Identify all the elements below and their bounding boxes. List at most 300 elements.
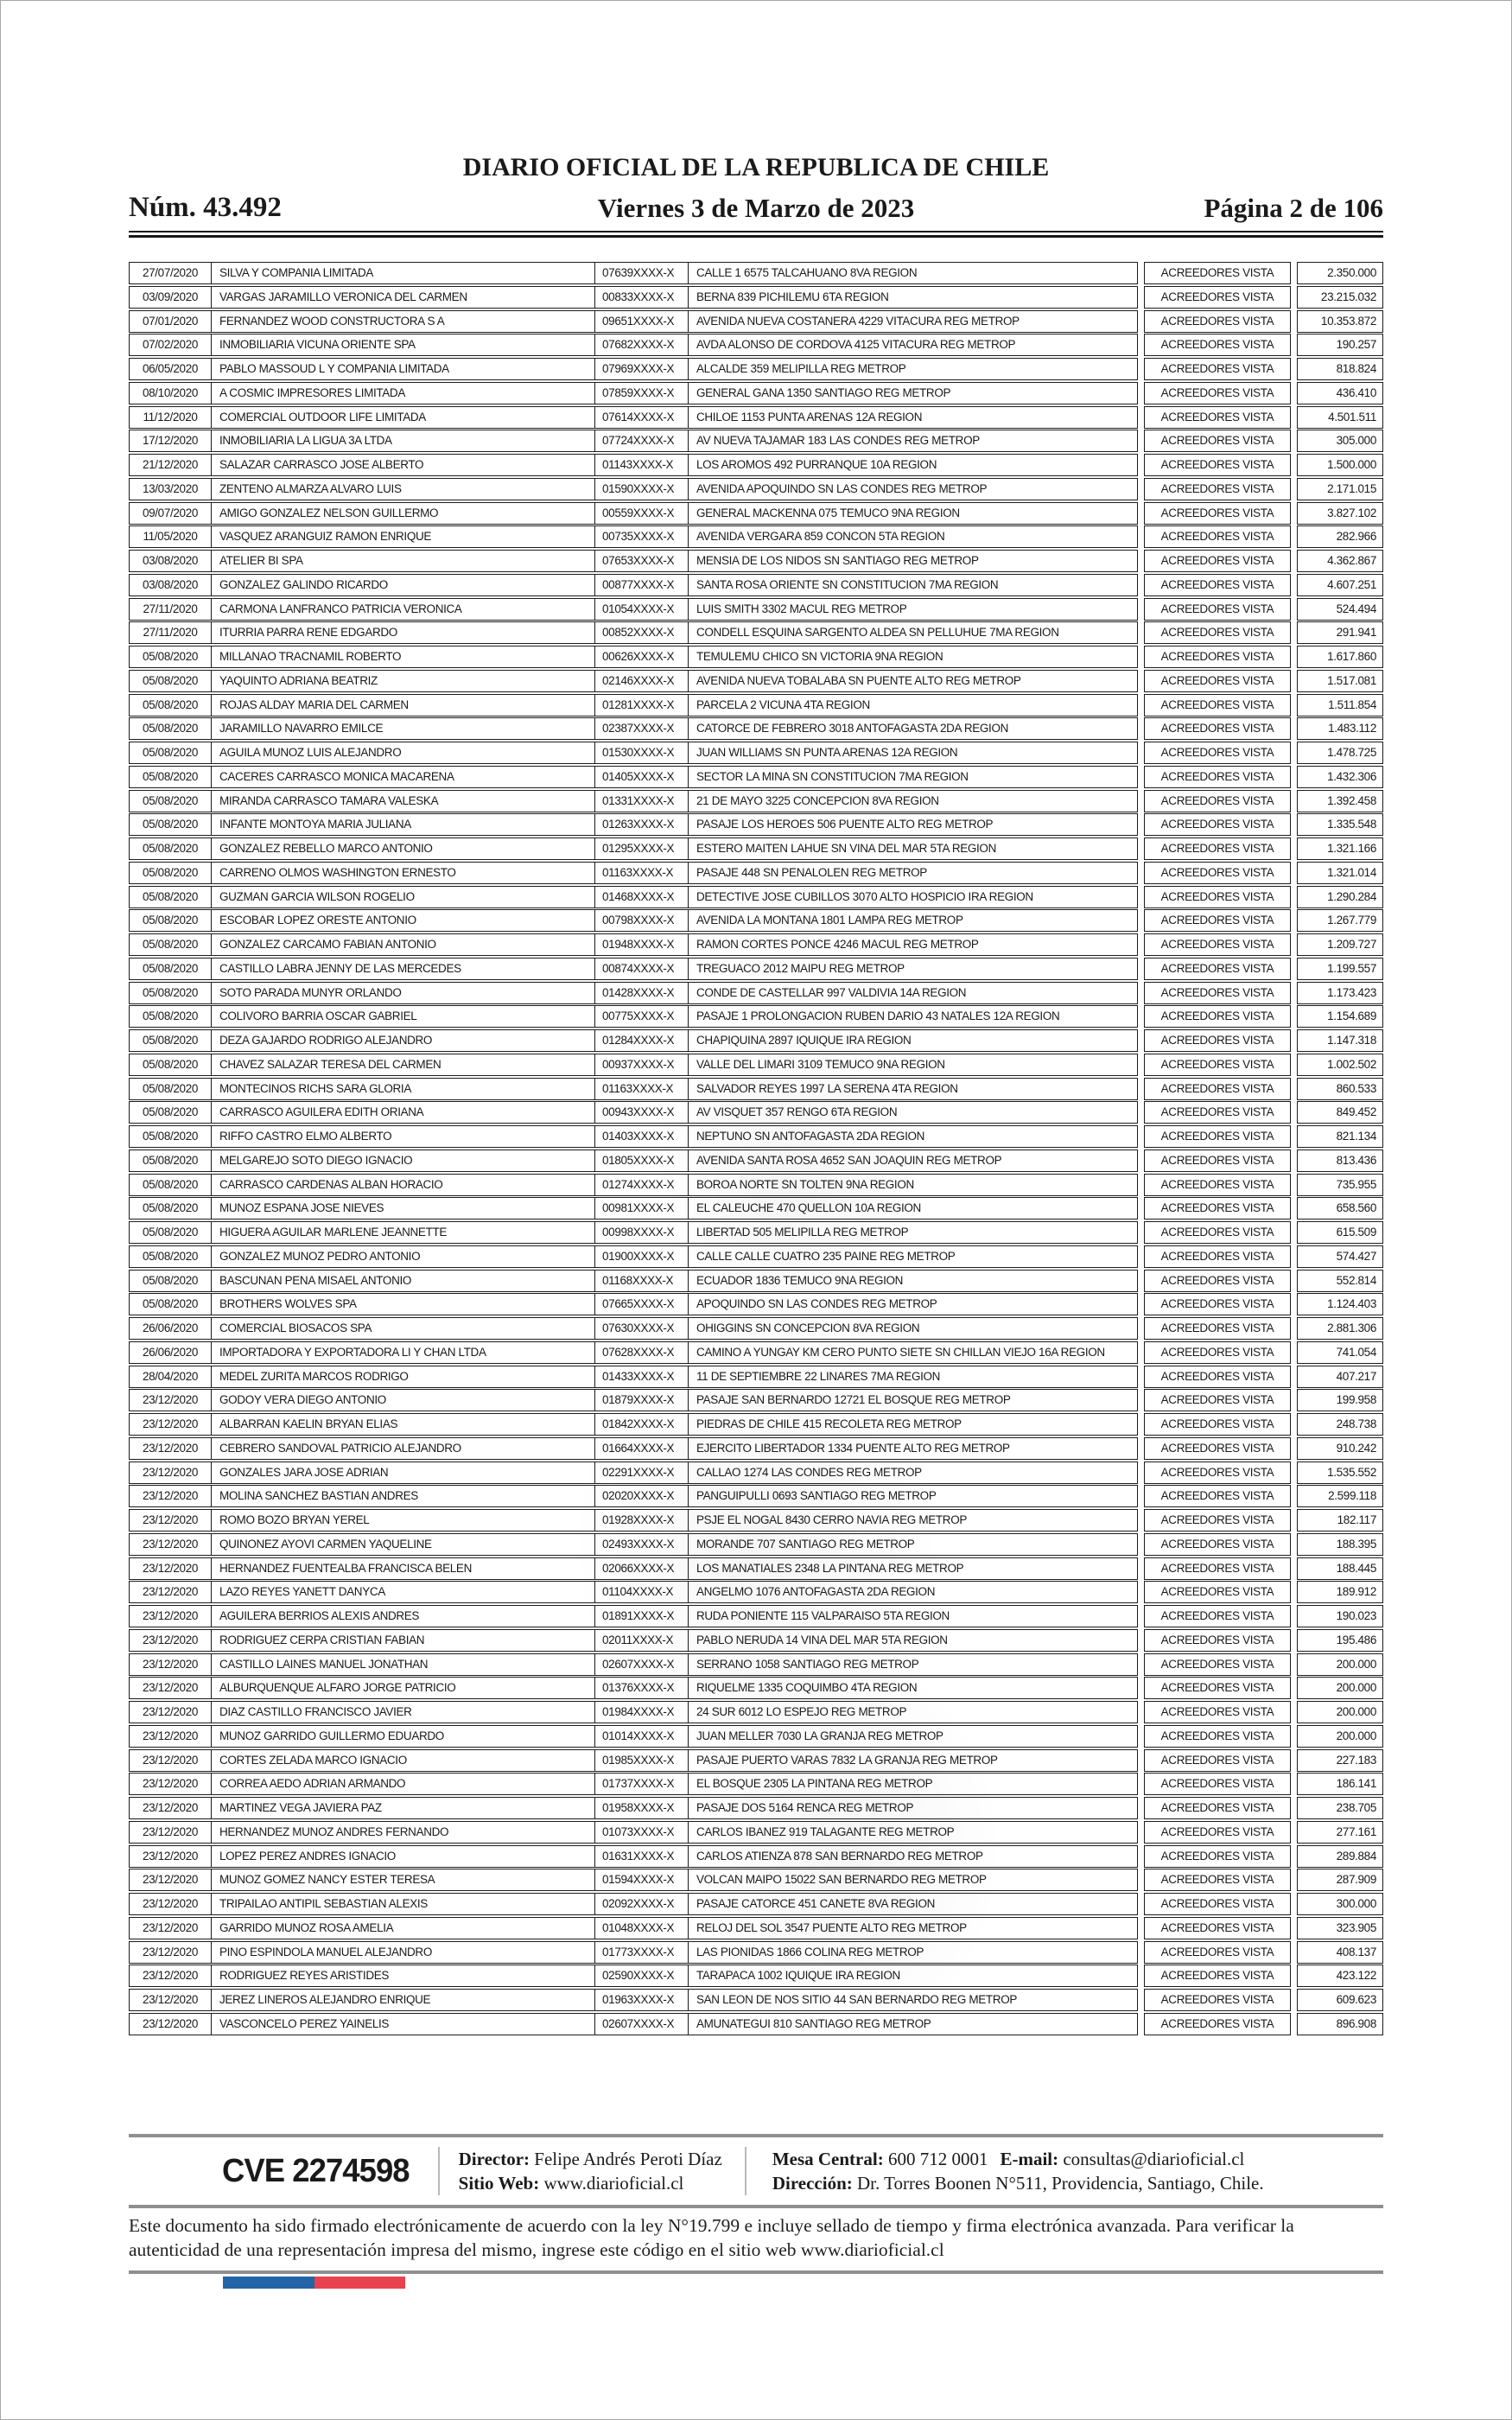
row-date: 05/08/2020 xyxy=(129,958,212,980)
table-row xyxy=(129,1845,1383,1868)
row-address: CALLE 1 6575 TALCAHUANO 8VA REGION xyxy=(689,262,1138,284)
row-id: 07653XXXX-X xyxy=(595,550,689,572)
row-category: ACREEDORES VISTA xyxy=(1144,982,1291,1004)
footer-rule-bottom xyxy=(129,2270,1383,2274)
row-id: 07682XXXX-X xyxy=(595,334,689,356)
row-category: ACREEDORES VISTA xyxy=(1144,454,1291,476)
row-id: 01284XXXX-X xyxy=(595,1029,689,1052)
row-date: 23/12/2020 xyxy=(129,2013,212,2035)
row-date: 23/12/2020 xyxy=(129,1557,212,1580)
row-date: 23/12/2020 xyxy=(129,1725,212,1748)
issue-number: Núm. 43.492 xyxy=(129,192,282,223)
row-name: PABLO MASSOUD L Y COMPANIA LIMITADA xyxy=(212,358,595,380)
row-id: 01163XXXX-X xyxy=(595,862,689,884)
row-name: CEBRERO SANDOVAL PATRICIO ALEJANDRO xyxy=(212,1437,595,1460)
row-category: ACREEDORES VISTA xyxy=(1144,478,1291,500)
row-amount: 3.827.102 xyxy=(1297,502,1383,525)
row-date: 05/08/2020 xyxy=(129,1150,212,1172)
table-row xyxy=(129,1749,1383,1772)
table-row xyxy=(129,813,1383,836)
row-category: ACREEDORES VISTA xyxy=(1144,958,1291,980)
row-date: 05/08/2020 xyxy=(129,1293,212,1315)
row-category: ACREEDORES VISTA xyxy=(1144,1629,1291,1652)
row-amount: 818.824 xyxy=(1297,358,1383,380)
row-name: GONZALES JARA JOSE ADRIAN xyxy=(212,1462,595,1484)
row-name: HERNANDEZ FUENTEALBA FRANCISCA BELEN xyxy=(212,1557,595,1580)
row-date: 05/08/2020 xyxy=(129,646,212,668)
table-row xyxy=(129,574,1383,596)
row-name: RODRIGUEZ CERPA CRISTIAN FABIAN xyxy=(212,1629,595,1652)
table-row xyxy=(129,837,1383,860)
row-date: 23/12/2020 xyxy=(129,1677,212,1699)
row-amount: 2.599.118 xyxy=(1297,1485,1383,1507)
row-id: 00852XXXX-X xyxy=(595,621,689,644)
row-name: DEZA GAJARDO RODRIGO ALEJANDRO xyxy=(212,1029,595,1052)
row-name: ALBURQUENQUE ALFARO JORGE PATRICIO xyxy=(212,1677,595,1699)
row-amount: 200.000 xyxy=(1297,1725,1383,1748)
row-id: 01331XXXX-X xyxy=(595,790,689,812)
row-amount: 1.199.557 xyxy=(1297,958,1383,980)
row-id: 01281XXXX-X xyxy=(595,694,689,716)
row-id: 01104XXXX-X xyxy=(595,1581,689,1603)
row-category: ACREEDORES VISTA xyxy=(1144,862,1291,884)
row-id: 01664XXXX-X xyxy=(595,1437,689,1460)
table-row xyxy=(129,454,1383,476)
row-address: CONDE DE CASTELLAR 997 VALDIVIA 14A REGION xyxy=(689,982,1138,1004)
row-id: 01274XXXX-X xyxy=(595,1174,689,1196)
table-row xyxy=(129,1773,1383,1795)
gazette-date: Viernes 3 de Marzo de 2023 xyxy=(597,193,915,223)
row-name: MELGAREJO SOTO DIEGO IGNACIO xyxy=(212,1150,595,1172)
row-address: APOQUINDO SN LAS CONDES REG METROP xyxy=(689,1293,1138,1315)
row-id: 02146XXXX-X xyxy=(595,670,689,692)
table-row xyxy=(129,1653,1383,1676)
row-name: MIRANDA CARRASCO TAMARA VALESKA xyxy=(212,790,595,812)
table-row xyxy=(129,1677,1383,1699)
row-address: CONDELL ESQUINA SARGENTO ALDEA SN PELLUHUE 7MA REGION xyxy=(689,621,1138,644)
row-id: 02291XXXX-X xyxy=(595,1462,689,1484)
row-amount: 182.117 xyxy=(1297,1509,1383,1532)
row-name: SOTO PARADA MUNYR ORLANDO xyxy=(212,982,595,1004)
row-name: MOLINA SANCHEZ BASTIAN ANDRES xyxy=(212,1485,595,1507)
table-row xyxy=(129,2013,1383,2035)
row-date: 23/12/2020 xyxy=(129,1533,212,1556)
row-date: 23/12/2020 xyxy=(129,1485,212,1507)
row-address: PASAJE DOS 5164 RENCA REG METROP xyxy=(689,1797,1138,1819)
row-category: ACREEDORES VISTA xyxy=(1144,742,1291,764)
row-address: AVENIDA APOQUINDO SN LAS CONDES REG METROP xyxy=(689,478,1138,500)
row-category: ACREEDORES VISTA xyxy=(1144,1125,1291,1148)
table-row xyxy=(129,1174,1383,1196)
flag-red-segment xyxy=(314,2277,405,2289)
table-row xyxy=(129,358,1383,380)
row-name: ROJAS ALDAY MARIA DEL CARMEN xyxy=(212,694,595,716)
table-row xyxy=(129,1245,1383,1268)
row-id: 01405XXXX-X xyxy=(595,766,689,788)
row-id: 00981XXXX-X xyxy=(595,1197,689,1220)
row-date: 05/08/2020 xyxy=(129,862,212,884)
row-name: LAZO REYES YANETT DANYCA xyxy=(212,1581,595,1603)
table-row xyxy=(129,717,1383,740)
row-date: 23/12/2020 xyxy=(129,1989,212,2011)
row-date: 23/12/2020 xyxy=(129,1917,212,1939)
row-address: BOROA NORTE SN TOLTEN 9NA REGION xyxy=(689,1174,1138,1196)
row-id: 01054XXXX-X xyxy=(595,598,689,621)
row-address: AVDA ALONSO DE CORDOVA 4125 VITACURA REG METROP xyxy=(689,334,1138,356)
table-row xyxy=(129,909,1383,932)
row-id: 00626XXXX-X xyxy=(595,646,689,668)
row-id: 01168XXXX-X xyxy=(595,1270,689,1292)
row-name: GUZMAN GARCIA WILSON ROGELIO xyxy=(212,886,595,908)
row-address: TREGUACO 2012 MAIPU REG METROP xyxy=(689,958,1138,980)
row-name: CARRENO OLMOS WASHINGTON ERNESTO xyxy=(212,862,595,884)
row-address: MORANDE 707 SANTIAGO REG METROP xyxy=(689,1533,1138,1556)
row-name: COLIVORO BARRIA OSCAR GABRIEL xyxy=(212,1005,595,1028)
row-date: 05/08/2020 xyxy=(129,813,212,836)
row-name: CASTILLO LAINES MANUEL JONATHAN xyxy=(212,1653,595,1676)
table-row xyxy=(129,430,1383,452)
row-category: ACREEDORES VISTA xyxy=(1144,1197,1291,1220)
row-date: 23/12/2020 xyxy=(129,1797,212,1819)
row-date: 23/12/2020 xyxy=(129,1629,212,1652)
row-address: PASAJE CATORCE 451 CANETE 8VA REGION xyxy=(689,1893,1138,1915)
row-amount: 305.000 xyxy=(1297,430,1383,452)
row-name: JEREZ LINEROS ALEJANDRO ENRIQUE xyxy=(212,1989,595,2011)
table-row xyxy=(129,1941,1383,1964)
row-category: ACREEDORES VISTA xyxy=(1144,1917,1291,1939)
table-row xyxy=(129,406,1383,429)
row-name: BASCUNAN PENA MISAEL ANTONIO xyxy=(212,1270,595,1292)
table-row xyxy=(129,1893,1383,1915)
row-address: PASAJE 448 SN PENALOLEN REG METROP xyxy=(689,862,1138,884)
row-name: VASQUEZ ARANGUIZ RAMON ENRIQUE xyxy=(212,525,595,548)
row-amount: 199.958 xyxy=(1297,1389,1383,1411)
row-name: MUNOZ GARRIDO GUILLERMO EDUARDO xyxy=(212,1725,595,1748)
table-row xyxy=(129,382,1383,404)
row-address: EJERCITO LIBERTADOR 1334 PUENTE ALTO REG METROP xyxy=(689,1437,1138,1460)
row-date: 05/08/2020 xyxy=(129,1125,212,1148)
row-amount: 190.023 xyxy=(1297,1605,1383,1627)
page-indicator: Página 2 de 106 xyxy=(1204,193,1383,223)
row-address: CHILOE 1153 PUNTA ARENAS 12A REGION xyxy=(689,406,1138,429)
row-name: ZENTENO ALMARZA ALVARO LUIS xyxy=(212,478,595,500)
row-id: 02011XXXX-X xyxy=(595,1629,689,1652)
row-date: 17/12/2020 xyxy=(129,430,212,452)
row-date: 05/08/2020 xyxy=(129,1005,212,1028)
table-row xyxy=(129,621,1383,644)
row-date: 23/12/2020 xyxy=(129,1701,212,1723)
row-amount: 1.511.854 xyxy=(1297,694,1383,716)
row-name: DIAZ CASTILLO FRANCISCO JAVIER xyxy=(212,1701,595,1723)
row-address: AVENIDA VERGARA 859 CONCON 5TA REGION xyxy=(689,525,1138,548)
row-name: CORREA AEDO ADRIAN ARMANDO xyxy=(212,1773,595,1795)
row-category: ACREEDORES VISTA xyxy=(1144,430,1291,452)
row-name: CORTES ZELADA MARCO IGNACIO xyxy=(212,1749,595,1772)
row-amount: 1.124.403 xyxy=(1297,1293,1383,1315)
row-category: ACREEDORES VISTA xyxy=(1144,694,1291,716)
row-name: FERNANDEZ WOOD CONSTRUCTORA S A xyxy=(212,310,595,333)
table-row xyxy=(129,550,1383,572)
row-category: ACREEDORES VISTA xyxy=(1144,1413,1291,1436)
row-category: ACREEDORES VISTA xyxy=(1144,1965,1291,1987)
row-name: JARAMILLO NAVARRO EMILCE xyxy=(212,717,595,740)
row-name: YAQUINTO ADRIANA BEATRIZ xyxy=(212,670,595,692)
row-category: ACREEDORES VISTA xyxy=(1144,621,1291,644)
table-row xyxy=(129,478,1383,500)
row-category: ACREEDORES VISTA xyxy=(1144,933,1291,956)
row-address: ANGELMO 1076 ANTOFAGASTA 2DA REGION xyxy=(689,1581,1138,1603)
row-id: 01428XXXX-X xyxy=(595,982,689,1004)
table-row xyxy=(129,1557,1383,1580)
sitio-web-label: Sitio Web: xyxy=(458,2173,540,2194)
row-name: GARRIDO MUNOZ ROSA AMELIA xyxy=(212,1917,595,1939)
row-id: 01963XXXX-X xyxy=(595,1989,689,2011)
row-amount: 1.147.318 xyxy=(1297,1029,1383,1052)
row-address: VOLCAN MAIPO 15022 SAN BERNARDO REG METROP xyxy=(689,1869,1138,1891)
row-address: JUAN WILLIAMS SN PUNTA ARENAS 12A REGION xyxy=(689,742,1138,764)
row-date: 05/08/2020 xyxy=(129,1221,212,1244)
row-amount: 1.002.502 xyxy=(1297,1054,1383,1076)
row-name: GONZALEZ GALINDO RICARDO xyxy=(212,574,595,596)
table-row xyxy=(129,1389,1383,1411)
email-value: consultas@diarioficial.cl xyxy=(1063,2149,1245,2169)
row-id: 01900XXXX-X xyxy=(595,1245,689,1268)
row-id: 07614XXXX-X xyxy=(595,406,689,429)
row-name: AGUILERA BERRIOS ALEXIS ANDRES xyxy=(212,1605,595,1627)
row-category: ACREEDORES VISTA xyxy=(1144,1509,1291,1532)
row-category: ACREEDORES VISTA xyxy=(1144,1054,1291,1076)
table-row xyxy=(129,334,1383,356)
row-amount: 2.171.015 xyxy=(1297,478,1383,500)
row-category: ACREEDORES VISTA xyxy=(1144,1773,1291,1795)
row-id: 01773XXXX-X xyxy=(595,1941,689,1964)
row-amount: 23.215.032 xyxy=(1297,286,1383,309)
row-id: 01163XXXX-X xyxy=(595,1078,689,1100)
row-address: RELOJ DEL SOL 3547 PUENTE ALTO REG METROP xyxy=(689,1917,1138,1939)
row-category: ACREEDORES VISTA xyxy=(1144,1029,1291,1052)
row-amount: 248.738 xyxy=(1297,1413,1383,1436)
row-id: 00874XXXX-X xyxy=(595,958,689,980)
table-row xyxy=(129,670,1383,692)
row-category: ACREEDORES VISTA xyxy=(1144,1557,1291,1580)
row-date: 05/08/2020 xyxy=(129,1174,212,1196)
row-amount: 4.607.251 xyxy=(1297,574,1383,596)
row-name: VARGAS JARAMILLO VERONICA DEL CARMEN xyxy=(212,286,595,309)
row-date: 05/08/2020 xyxy=(129,933,212,956)
table-row xyxy=(129,1701,1383,1723)
row-category: ACREEDORES VISTA xyxy=(1144,1941,1291,1964)
table-row xyxy=(129,742,1383,764)
row-name: ATELIER BI SPA xyxy=(212,550,595,572)
row-id: 09651XXXX-X xyxy=(595,310,689,333)
row-address: ALCALDE 359 MELIPILLA REG METROP xyxy=(689,358,1138,380)
row-address: LOS AROMOS 492 PURRANQUE 10A REGION xyxy=(689,454,1138,476)
row-name: INFANTE MONTOYA MARIA JULIANA xyxy=(212,813,595,836)
row-category: ACREEDORES VISTA xyxy=(1144,1078,1291,1100)
row-address: AVENIDA SANTA ROSA 4652 SAN JOAQUIN REG METROP xyxy=(689,1150,1138,1172)
row-address: CHAPIQUINA 2897 IQUIQUE IRA REGION xyxy=(689,1029,1138,1052)
row-amount: 849.452 xyxy=(1297,1101,1383,1124)
row-date: 06/05/2020 xyxy=(129,358,212,380)
row-id: 01891XXXX-X xyxy=(595,1605,689,1627)
row-address: SAN LEON DE NOS SITIO 44 SAN BERNARDO REG METROP xyxy=(689,1989,1138,2011)
row-id: 01948XXXX-X xyxy=(595,933,689,956)
row-address: RIQUELME 1335 COQUIMBO 4TA REGION xyxy=(689,1677,1138,1699)
row-category: ACREEDORES VISTA xyxy=(1144,1005,1291,1028)
row-date: 23/12/2020 xyxy=(129,1773,212,1795)
row-amount: 10.353.872 xyxy=(1297,310,1383,333)
row-id: 01985XXXX-X xyxy=(595,1749,689,1772)
row-address: SERRANO 1058 SANTIAGO REG METROP xyxy=(689,1653,1138,1676)
row-category: ACREEDORES VISTA xyxy=(1144,262,1291,284)
row-amount: 813.436 xyxy=(1297,1150,1383,1172)
row-amount: 910.242 xyxy=(1297,1437,1383,1460)
row-name: AGUILA MUNOZ LUIS ALEJANDRO xyxy=(212,742,595,764)
row-address: DETECTIVE JOSE CUBILLOS 3070 ALTO HOSPICIO IRA REGION xyxy=(689,886,1138,908)
row-amount: 289.884 xyxy=(1297,1845,1383,1868)
row-id: 01984XXXX-X xyxy=(595,1701,689,1723)
row-id: 00877XXXX-X xyxy=(595,574,689,596)
table-row xyxy=(129,1413,1383,1436)
row-category: ACREEDORES VISTA xyxy=(1144,790,1291,812)
row-amount: 1.267.779 xyxy=(1297,909,1383,932)
footer-director-column xyxy=(459,2147,722,2195)
row-address: ESTERO MAITEN LAHUE SN VINA DEL MAR 5TA REGION xyxy=(689,837,1138,860)
row-name: CACERES CARRASCO MONICA MACARENA xyxy=(212,766,595,788)
row-id: 01842XXXX-X xyxy=(595,1413,689,1436)
row-id: 01073XXXX-X xyxy=(595,1821,689,1844)
row-date: 23/12/2020 xyxy=(129,1941,212,1964)
table-row xyxy=(129,1965,1383,1987)
row-amount: 1.517.081 xyxy=(1297,670,1383,692)
table-row xyxy=(129,1150,1383,1172)
row-address: CATORCE DE FEBRERO 3018 ANTOFAGASTA 2DA REGION xyxy=(689,717,1138,740)
row-date: 13/03/2020 xyxy=(129,478,212,500)
sitio-web-value: www.diarioficial.cl xyxy=(543,2173,684,2194)
row-amount: 291.941 xyxy=(1297,621,1383,644)
row-name: ITURRIA PARRA RENE EDGARDO xyxy=(212,621,595,644)
row-id: 02387XXXX-X xyxy=(595,717,689,740)
row-category: ACREEDORES VISTA xyxy=(1144,886,1291,908)
row-category: ACREEDORES VISTA xyxy=(1144,813,1291,836)
row-date: 05/08/2020 xyxy=(129,1078,212,1100)
row-id: 01594XXXX-X xyxy=(595,1869,689,1891)
table-row xyxy=(129,310,1383,333)
row-date: 05/08/2020 xyxy=(129,1101,212,1124)
row-category: ACREEDORES VISTA xyxy=(1144,1605,1291,1627)
row-address: CAMINO A YUNGAY KM CERO PUNTO SIETE SN CHILLAN VIEJO 16A REGION xyxy=(689,1341,1138,1364)
direccion-label: Dirección: xyxy=(772,2173,853,2194)
row-category: ACREEDORES VISTA xyxy=(1144,574,1291,596)
row-name: MONTECINOS RICHS SARA GLORIA xyxy=(212,1078,595,1100)
row-date: 03/08/2020 xyxy=(129,550,212,572)
row-category: ACREEDORES VISTA xyxy=(1144,717,1291,740)
row-address: CALLE CALLE CUATRO 235 PAINE REG METROP xyxy=(689,1245,1138,1268)
cve-code: CVE 2274598 xyxy=(222,2152,410,2189)
row-category: ACREEDORES VISTA xyxy=(1144,334,1291,356)
row-date: 05/08/2020 xyxy=(129,670,212,692)
row-name: SALAZAR CARRASCO JOSE ALBERTO xyxy=(212,454,595,476)
table-row xyxy=(129,933,1383,956)
creditors-table xyxy=(129,262,1383,2037)
row-id: 01143XXXX-X xyxy=(595,454,689,476)
table-row xyxy=(129,1605,1383,1627)
direccion-value: Dr. Torres Boonen N°511, Providencia, Santiago, Chile. xyxy=(857,2173,1264,2194)
row-category: ACREEDORES VISTA xyxy=(1144,1389,1291,1411)
sitio-web-line xyxy=(459,2171,722,2195)
row-category: ACREEDORES VISTA xyxy=(1144,1821,1291,1844)
row-date: 05/08/2020 xyxy=(129,694,212,716)
row-amount: 574.427 xyxy=(1297,1245,1383,1268)
row-date: 23/12/2020 xyxy=(129,1653,212,1676)
row-id: 07859XXXX-X xyxy=(595,382,689,404)
row-category: ACREEDORES VISTA xyxy=(1144,2013,1291,2035)
row-address: TARAPACA 1002 IQUIQUE IRA REGION xyxy=(689,1965,1138,1987)
row-name: COMERCIAL OUTDOOR LIFE LIMITADA xyxy=(212,406,595,429)
row-address: EL BOSQUE 2305 LA PINTANA REG METROP xyxy=(689,1773,1138,1795)
row-date: 28/04/2020 xyxy=(129,1366,212,1388)
row-address: AMUNATEGUI 810 SANTIAGO REG METROP xyxy=(689,2013,1138,2035)
row-date: 05/08/2020 xyxy=(129,1054,212,1076)
row-name: LOPEZ PEREZ ANDRES IGNACIO xyxy=(212,1845,595,1868)
row-category: ACREEDORES VISTA xyxy=(1144,1653,1291,1676)
row-name: SILVA Y COMPANIA LIMITADA xyxy=(212,262,595,284)
row-date: 05/08/2020 xyxy=(129,766,212,788)
row-category: ACREEDORES VISTA xyxy=(1144,1485,1291,1507)
row-address: PASAJE 1 PROLONGACION RUBEN DARIO 43 NATALES 12A REGION xyxy=(689,1005,1138,1028)
row-id: 01376XXXX-X xyxy=(595,1677,689,1699)
table-row xyxy=(129,1125,1383,1148)
row-date: 23/12/2020 xyxy=(129,1869,212,1891)
row-id: 01631XXXX-X xyxy=(595,1845,689,1868)
row-category: ACREEDORES VISTA xyxy=(1144,646,1291,668)
row-address: NEPTUNO SN ANTOFAGASTA 2DA REGION xyxy=(689,1125,1138,1148)
table-row xyxy=(129,1029,1383,1052)
row-name: COMERCIAL BIOSACOS SPA xyxy=(212,1317,595,1340)
table-row xyxy=(129,1725,1383,1748)
row-category: ACREEDORES VISTA xyxy=(1144,550,1291,572)
row-id: 01530XXXX-X xyxy=(595,742,689,764)
row-address: JUAN MELLER 7030 LA GRANJA REG METROP xyxy=(689,1725,1138,1748)
table-row xyxy=(129,1317,1383,1340)
row-address: SANTA ROSA ORIENTE SN CONSTITUCION 7MA REGION xyxy=(689,574,1138,596)
row-address: AV NUEVA TAJAMAR 183 LAS CONDES REG METROP xyxy=(689,430,1138,452)
table-row xyxy=(129,1629,1383,1652)
row-id: 01879XXXX-X xyxy=(595,1389,689,1411)
row-date: 08/10/2020 xyxy=(129,382,212,404)
table-row xyxy=(129,1917,1383,1939)
row-date: 23/12/2020 xyxy=(129,1965,212,1987)
row-amount: 200.000 xyxy=(1297,1701,1383,1723)
row-category: ACREEDORES VISTA xyxy=(1144,525,1291,548)
row-amount: 896.908 xyxy=(1297,2013,1383,2035)
row-date: 23/12/2020 xyxy=(129,1845,212,1868)
row-amount: 524.494 xyxy=(1297,598,1383,621)
table-row xyxy=(129,1054,1383,1076)
row-name: MARTINEZ VEGA JAVIERA PAZ xyxy=(212,1797,595,1819)
footer-cve-block xyxy=(129,2144,1383,2198)
table-row xyxy=(129,1293,1383,1315)
row-amount: 423.122 xyxy=(1297,1965,1383,1987)
row-amount: 190.257 xyxy=(1297,334,1383,356)
row-date: 21/12/2020 xyxy=(129,454,212,476)
row-name: VASCONCELO PEREZ YAINELIS xyxy=(212,2013,595,2035)
row-amount: 1.432.306 xyxy=(1297,766,1383,788)
row-category: ACREEDORES VISTA xyxy=(1144,358,1291,380)
row-id: 02590XXXX-X xyxy=(595,1965,689,1987)
row-category: ACREEDORES VISTA xyxy=(1144,598,1291,621)
row-address: ECUADOR 1836 TEMUCO 9NA REGION xyxy=(689,1270,1138,1292)
